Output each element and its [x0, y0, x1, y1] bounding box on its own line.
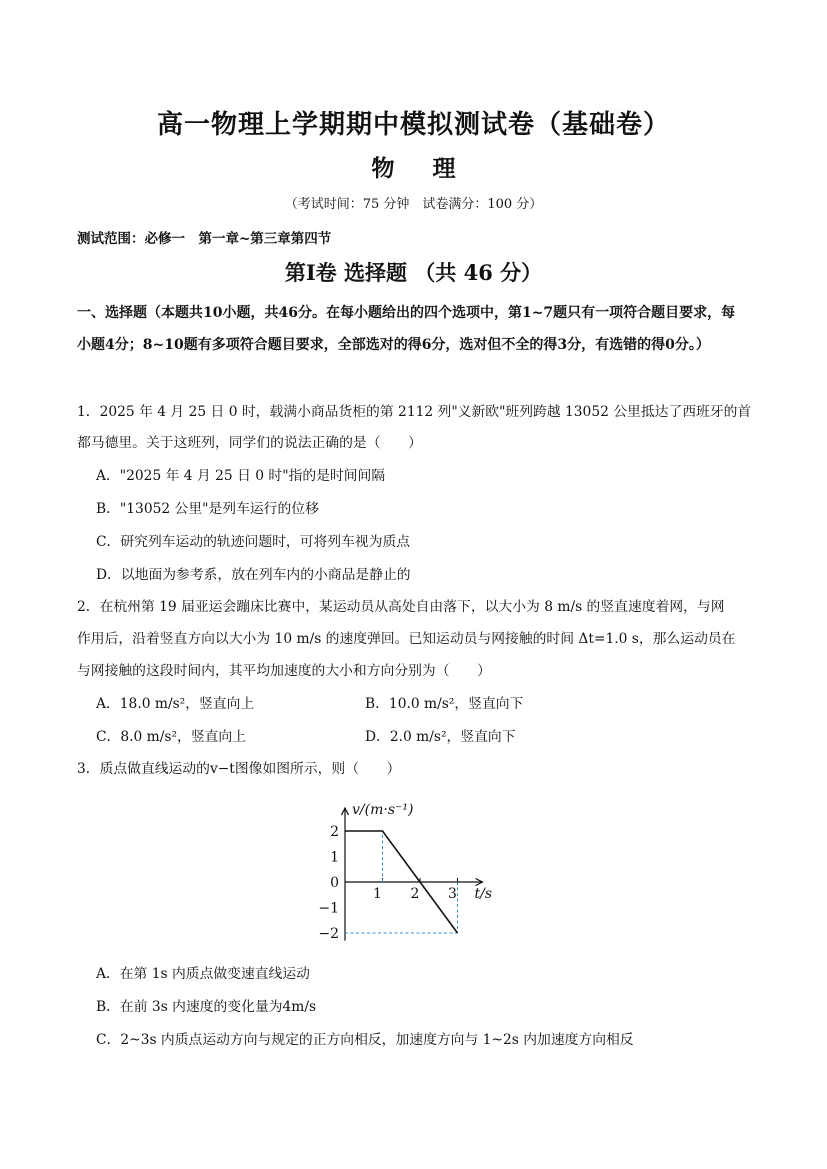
q3-option-b: B．在前 3s 内速度的变化量为4m/s	[96, 999, 317, 1015]
y-tick-label: 2	[330, 824, 339, 840]
q2-stem-line2: 作用后，沿着竖直方向以大小为 10 m/s 的速度弹回。已知运动员与网接触的时间 Δt=1.0 s，那么运动员在	[77, 631, 736, 647]
q2-option-c: C．8.0 m/s²，竖直向上	[96, 729, 247, 745]
q1-option-a: A．"2025 年 4 月 25 日 0 时"指的是时间间隔	[96, 468, 386, 484]
q3-option-a: A．在第 1s 内质点做变速直线运动	[96, 966, 310, 982]
q1-stem-line1: 1．2025 年 4 月 25 日 0 时，载满小商品货柜的第 2112 列"义新欧"班列跨越 13052 公里抵达了西班牙的首	[77, 404, 752, 420]
y-tick-label: 0	[330, 875, 339, 891]
exam-title: 高一物理上学期期中模拟测试卷（基础卷）	[156, 110, 670, 140]
q2-option-d: D．2.0 m/s²，竖直向下	[365, 729, 516, 745]
x-tick-label: 2	[410, 886, 420, 902]
q3-stem: 3．质点做直线运动的v−t图像如图所示，则（ ）	[77, 761, 401, 777]
y-tick-label: −1	[318, 900, 339, 917]
subject-heading: 物 理	[371, 155, 456, 182]
y-tick-label: −2	[318, 926, 339, 942]
section-heading: 一、选择题（本题共10小题，共46分。在每小题给出的四个选项中，第1~7题只有一项符合题目要求，每小题4分；8~10题有多项符合题目要求，全部选对的得6分，选对但不全的得3分，有选错的得0分。）	[77, 305, 736, 353]
x-axis-label: t/s	[474, 886, 493, 902]
x-tick-label: 3	[448, 886, 457, 902]
q2-option-a: A．18.0 m/s²，竖直向上	[96, 696, 255, 712]
q3-option-c: C．2~3s 内质点运动方向与规定的正方向相反，加速度方向与 1~2s 内加速度方向相反	[96, 1032, 634, 1048]
q1-option-d: D．以地面为参考系，放在列车内的小商品是静止的	[96, 567, 411, 583]
q1-option-c: C．研究列车运动的轨迹问题时，可将列车视为质点	[96, 534, 411, 550]
q1-option-b: B．"13052 公里"是列车运行的位移	[96, 501, 319, 517]
q2-stem-line1: 2．在杭州第 19 届亚运会蹦床比赛中，某运动员从高处自由落下，以大小为 8 m/s 的竖直速度着网，与网	[77, 599, 725, 615]
part-one-title: 第Ⅰ卷 选择题 （共 46 分）	[284, 260, 543, 285]
test-scope: 测试范围：必修一 第一章~第三章第四节	[77, 231, 332, 247]
q1-stem-line2: 都马德里。关于这班列，同学们的说法正确的是（ ）	[77, 435, 422, 451]
q2-stem-line3: 与网接触的这段时间内，其平均加速度的大小和方向分别为（ ）	[77, 663, 491, 679]
y-axis-label: v/(m·s⁻¹)	[352, 802, 414, 819]
q2-option-b: B．10.0 m/s²，竖直向下	[365, 696, 524, 712]
v-t-graph	[315, 782, 530, 952]
x-tick-label: 1	[373, 886, 382, 902]
exam-info: （考试时间：75 分钟 试卷满分：100 分）	[284, 197, 543, 212]
y-tick-label: 1	[330, 849, 339, 866]
